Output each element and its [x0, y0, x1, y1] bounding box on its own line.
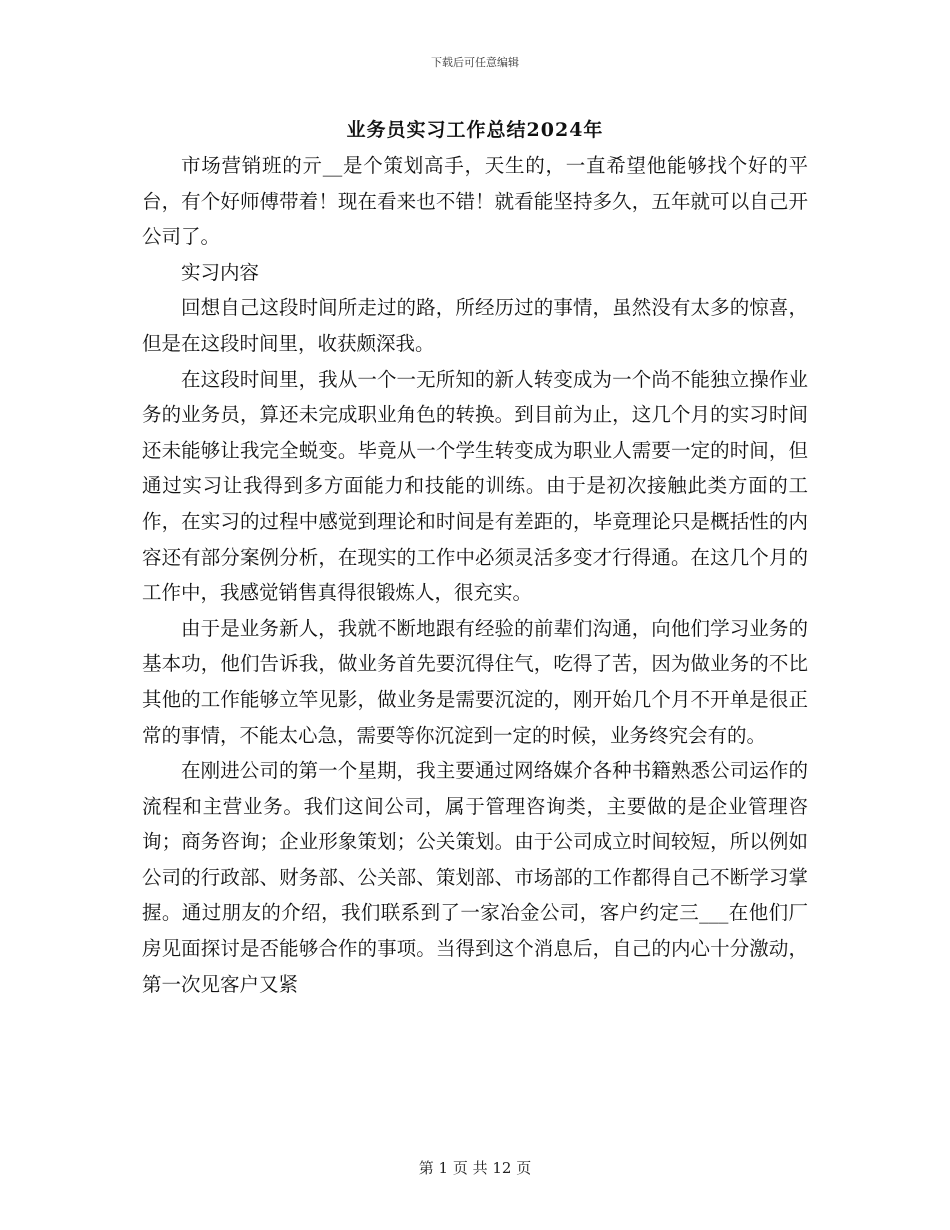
paragraph-learning: 由于是业务新人，我就不断地跟有经验的前辈们沟通，向他们学习业务的基本功，他们告诉我，做业务首先要沉得住气，吃得了苦，因为做业务的不比其他的工作能够立竿见影，做业务是需要沉淀的，刚开始几个月不开单是很正常的事情，不能太心急，需要等你沉淀到一定的时候，业务终究会有的。	[142, 616, 808, 747]
paragraph-reflection: 回想自己这段时间所走过的路，所经历过的事情，虽然没有太多的惊喜，但是在这段时间里，收获颇深我。	[142, 296, 808, 355]
document-title: 业务员实习工作总结2024年	[346, 119, 604, 141]
paragraph-transition: 在这段时间里，我从一个一无所知的新人转变成为一个尚不能独立操作业务的业务员，算还未完成职业角色的转换。到目前为止，这几个月的实习时间还未能够让我完全蜕变。毕竟从一个学生转变成为职业人需要一定的时间，但通过实习让我得到多方面能力和技能的训练。由于是初次接触此类方面的工作，在实习的过程中感觉到理论和时间是有差距的，毕竟理论只是概括性的内容还有部分案例分析，在现实的工作中必须灵活多变才行得通。在这几个月的工作中，我感觉销售真得很锻炼人，很充实。	[142, 367, 808, 605]
paragraph-intro: 市场营销班的亓__是个策划高手，天生的，一直希望他能够找个好的平台，有个好师傅带着！现在看来也不错！就看能坚持多久，五年就可以自己开公司了。	[142, 154, 808, 249]
page-number: 第 1 页 共 12 页	[418, 1159, 532, 1177]
section-heading-internship-content: 实习内容	[181, 260, 260, 284]
page-header-note: 下载后可任意编辑	[431, 56, 519, 69]
paragraph-first-week: 在刚进公司的第一个星期，我主要通过网络媒介各种书籍熟悉公司运作的流程和主营业务。我们这间公司，属于管理咨询类，主要做的是企业管理咨询；商务咨询；企业形象策划；公关策划。由于公司成立时间较短，所以例如公司的行政部、财务部、公关部、策划部、市场部的工作都得自己不断学习掌握。通过朋友的介绍，我们联系到了一家冶金公司，客户约定三___在他们厂房见面探讨是否能够合作的事项。当得到这个消息后，自己的内心十分激动，第一次见客户又紧	[142, 759, 808, 996]
document-body	[142, 148, 808, 1002]
